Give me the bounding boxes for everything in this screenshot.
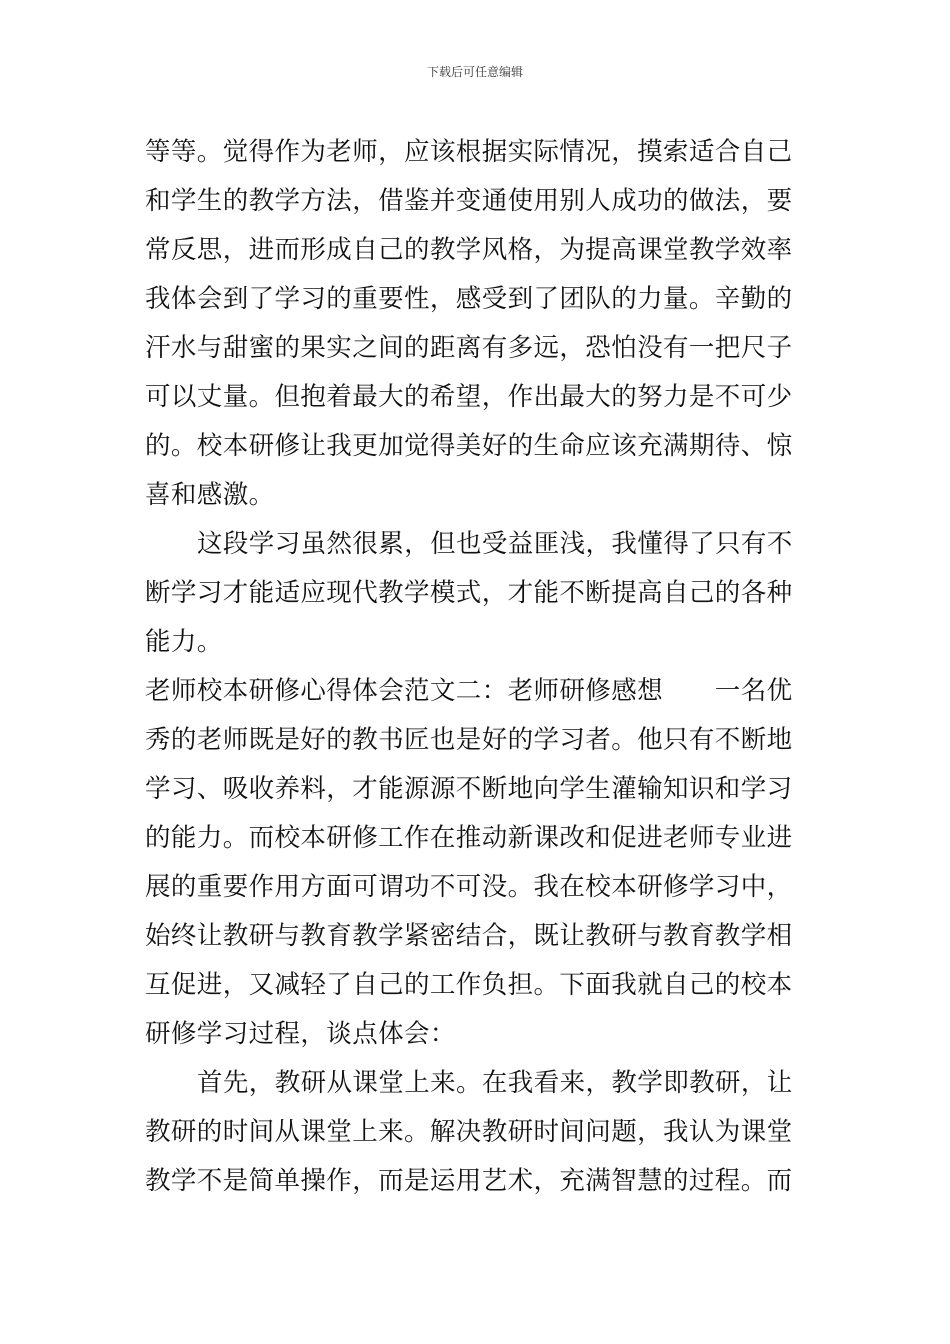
text-line: 教学不是简单操作，而是运用艺术，充满智慧的过程。而 bbox=[145, 1166, 793, 1196]
text-line: 学习、吸收养料，才能源源不断地向学生灌输知识和学习 bbox=[145, 774, 793, 804]
page-header-note: 下载后可任意编辑 bbox=[426, 65, 523, 79]
text-line: 断学习才能适应现代教学模式，才能不断提高自己的各种 bbox=[145, 578, 793, 608]
text-line: 的能力。而校本研修工作在推动新课改和促进老师专业进 bbox=[145, 823, 793, 853]
text-line: 研修学习过程，谈点体会： bbox=[145, 1019, 456, 1049]
text-line: 常反思，进而形成自己的教学风格，为提高课堂教学效率 bbox=[145, 235, 793, 265]
text-line: 展的重要作用方面可谓功不可没。我在校本研修学习中， bbox=[145, 872, 793, 902]
paragraph-start-line: 首先，教研从课堂上来。在我看来，教学即教研，让 bbox=[197, 1068, 793, 1098]
document-body bbox=[145, 128, 810, 1206]
text-line: 汗水与甜蜜的果实之间的距离有多远，恐怕没有一把尺子 bbox=[145, 333, 793, 363]
text-line: 秀的老师既是好的教书匠也是好的学习者。他只有不断地 bbox=[145, 725, 793, 755]
text-line: 等等。觉得作为老师，应该根据实际情况，摸索适合自己 bbox=[145, 137, 793, 167]
text-line: 始终让教研与教育教学紧密结合，既让教研与教育教学相 bbox=[145, 921, 793, 951]
text-line: 互促进，又减轻了自己的工作负担。下面我就自己的校本 bbox=[145, 970, 793, 1000]
paragraph-start-line: 这段学习虽然很累，但也受益匪浅，我懂得了只有不 bbox=[197, 529, 793, 559]
text-line: 可以丈量。但抱着最大的希望，作出最大的努力是不可少 bbox=[145, 382, 793, 412]
text-line: 我体会到了学习的重要性，感受到了团队的力量。辛勤的 bbox=[145, 284, 793, 314]
section-heading-line: 老师校本研修心得体会范文二：老师研修感想 一名优 bbox=[145, 676, 793, 706]
text-line: 教研的时间从课堂上来。解决教研时间问题，我认为课堂 bbox=[145, 1117, 793, 1147]
text-line: 喜和感激。 bbox=[145, 480, 275, 510]
text-line: 能力。 bbox=[145, 627, 223, 657]
text-line: 的。校本研修让我更加觉得美好的生命应该充满期待、惊 bbox=[145, 431, 793, 461]
text-line: 和学生的教学方法，借鉴并变通使用别人成功的做法，要 bbox=[145, 186, 793, 216]
